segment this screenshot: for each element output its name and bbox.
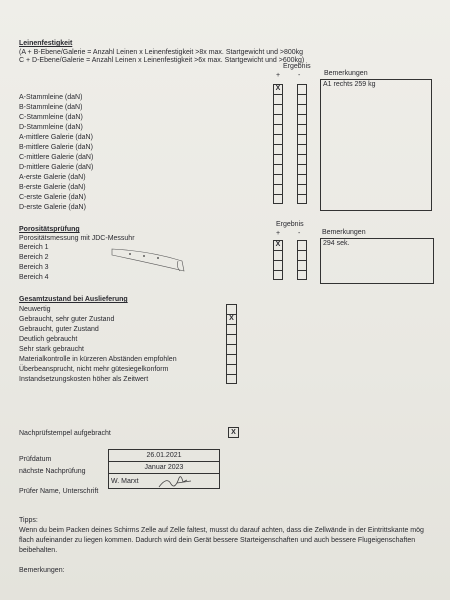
pruefer-value: W. Marxt [111, 477, 139, 485]
checkbox-cell[interactable] [297, 124, 307, 134]
checkbox-cell[interactable] [273, 144, 283, 154]
checkbox-cell[interactable] [297, 164, 307, 174]
plus-header: + [276, 72, 281, 79]
checkbox-cell[interactable] [297, 154, 307, 164]
section-title-leinenfestigkeit: Leinenfestigkeit [19, 40, 73, 47]
checkbox-cell[interactable] [273, 104, 283, 114]
section-title-gesamtzustand: Gesamtzustand bei Auslieferung [19, 296, 128, 303]
row-label: Materialkontrolle in kürzeren Abständen empfohlen [19, 356, 177, 363]
row-label: B-Stammleine (daN) [19, 104, 83, 111]
row-label: C-Stammleine (daN) [19, 114, 83, 121]
checkbox-cell[interactable]: X [273, 240, 283, 250]
naechste-label: nächste Nachprüfung [19, 468, 86, 475]
leinen-minus-column[interactable] [297, 84, 307, 204]
checkbox-cell[interactable] [226, 334, 237, 344]
checkbox-cell[interactable] [273, 250, 283, 260]
row-label: Bereich 1 [19, 244, 49, 251]
poro-ergebnis-label: Ergebnis [276, 221, 304, 228]
checkbox-cell[interactable] [297, 114, 307, 124]
checkbox-cell[interactable] [226, 364, 237, 374]
pruefdatum-value[interactable]: 26.01.2021 [109, 450, 220, 462]
tipps-label: Tipps: [19, 517, 38, 524]
checkbox-cell[interactable] [297, 270, 307, 280]
checkbox-cell[interactable] [297, 144, 307, 154]
row-label: A-erste Galerie (daN) [19, 174, 86, 181]
row-label: Überbeansprucht, nicht mehr gütesiegelkonform [19, 366, 169, 373]
checkbox-cell[interactable] [226, 344, 237, 354]
row-label: Sehr stark gebraucht [19, 346, 84, 353]
leinen-plus-column[interactable] [273, 84, 283, 204]
gesamtzustand-checkbox-column[interactable] [226, 304, 237, 384]
checkbox-cell[interactable] [273, 174, 283, 184]
tipps-line-2: flach aufeinander zu liegen kommen. Dadurch wird dein Gerät bessere Starteigenschaften und auch bessere Flugeigenschaften [19, 537, 416, 544]
checkbox-cell[interactable] [273, 124, 283, 134]
checkbox-cell[interactable] [297, 240, 307, 250]
checkbox-cell[interactable] [226, 324, 237, 334]
row-label: D-mittlere Galerie (daN) [19, 164, 94, 171]
checkbox-cell[interactable] [297, 104, 307, 114]
checkbox-cell[interactable] [297, 94, 307, 104]
row-label: D-erste Galerie (daN) [19, 204, 86, 211]
checkbox-cell[interactable]: X [273, 84, 283, 94]
row-label: B-mittlere Galerie (daN) [19, 144, 93, 151]
porositaet-subtitle: Porositätsmessung mit JDC-Messuhr [19, 235, 135, 242]
bemerkungen-footer-label: Bemerkungen: [19, 567, 65, 574]
row-label: B-erste Galerie (daN) [19, 184, 86, 191]
row-label: Bereich 3 [19, 264, 49, 271]
leinen-bemerkungen-value: A1 rechts 259 kg [323, 81, 376, 88]
poro-minus-column[interactable] [297, 240, 307, 280]
checkbox-cell[interactable] [297, 174, 307, 184]
row-label: A-mittlere Galerie (daN) [19, 134, 93, 141]
checkbox-cell[interactable] [273, 184, 283, 194]
bemerkungen-header: Bemerkungen [324, 70, 368, 77]
leinen-bemerkungen-box[interactable] [320, 79, 432, 211]
tipps-line-3: beibehalten. [19, 547, 58, 554]
row-label: Bereich 4 [19, 274, 49, 281]
stempel-mark: X [231, 429, 236, 436]
stempel-label: Nachprüfstempel aufgebracht [19, 430, 111, 437]
minus-header: - [298, 72, 301, 79]
poro-plus-header: + [276, 230, 281, 237]
wing-sketch-icon [110, 245, 192, 275]
tipps-line-1: Wenn du beim Packen deines Schirms Zelle auf Zelle faltest, musst du darauf achten, dass die Zellwände in der Eintrittskante mög [19, 527, 424, 534]
pruefdatum-label: Prüfdatum [19, 456, 52, 463]
checkbox-cell[interactable] [226, 354, 237, 364]
row-label: Gebraucht, guter Zustand [19, 326, 99, 333]
checkbox-cell[interactable] [273, 114, 283, 124]
signature-icon [157, 474, 193, 490]
naechste-value[interactable]: Januar 2023 [109, 462, 220, 474]
row-label: D-Stammleine (daN) [19, 124, 83, 131]
stempel-checkbox[interactable] [228, 427, 239, 438]
poro-bemerkungen-box[interactable] [320, 238, 434, 284]
checkbox-cell[interactable] [297, 194, 307, 204]
checkbox-cell[interactable] [273, 260, 283, 270]
rule-cd: C + D-Ebene/Galerie = Anzahl Leinen x Leinenfestigkeit >6x max. Startgewicht und >600kg) [19, 57, 305, 64]
checkbox-cell[interactable] [297, 134, 307, 144]
row-label: C-erste Galerie (daN) [19, 194, 86, 201]
pruefung-table [108, 449, 220, 489]
checkbox-cell[interactable] [297, 84, 307, 94]
row-label: Neuwertig [19, 306, 51, 313]
checkbox-cell[interactable] [297, 260, 307, 270]
section-title-porositaet: Porositätsprüfung [19, 226, 80, 233]
checkbox-cell[interactable] [273, 164, 283, 174]
poro-bemerkungen-value: 294 sek. [323, 240, 350, 247]
rule-ab: (A + B-Ebene/Galerie = Anzahl Leinen x Leinenfestigkeit >8x max. Startgewicht und >800kg [19, 49, 304, 56]
checkbox-cell[interactable] [273, 154, 283, 164]
checkbox-cell[interactable] [226, 304, 237, 314]
row-label: C-mittlere Galerie (daN) [19, 154, 94, 161]
poro-plus-column[interactable] [273, 240, 283, 280]
checkbox-cell[interactable] [297, 184, 307, 194]
pruefer-cell[interactable] [109, 474, 220, 489]
poro-minus-header: - [298, 230, 301, 237]
checkbox-cell[interactable]: X [226, 314, 237, 324]
row-label: Instandsetzungskosten höher als Zeitwert [19, 376, 149, 383]
row-label: A-Stammleine (daN) [19, 94, 83, 101]
pruefer-label: Prüfer Name, Unterschrift [19, 488, 99, 495]
ergebnis-label: Ergebnis [283, 63, 311, 70]
row-label: Bereich 2 [19, 254, 49, 261]
checkbox-cell[interactable] [273, 94, 283, 104]
row-label: Deutlich gebraucht [19, 336, 78, 343]
checkbox-cell[interactable] [297, 250, 307, 260]
row-label: Gebraucht, sehr guter Zustand [19, 316, 115, 323]
checkbox-cell[interactable] [273, 134, 283, 144]
checkbox-cell[interactable] [273, 270, 283, 280]
checkbox-cell[interactable] [226, 374, 237, 384]
poro-bemerkungen-header: Bemerkungen [322, 229, 366, 236]
checkbox-cell[interactable] [273, 194, 283, 204]
